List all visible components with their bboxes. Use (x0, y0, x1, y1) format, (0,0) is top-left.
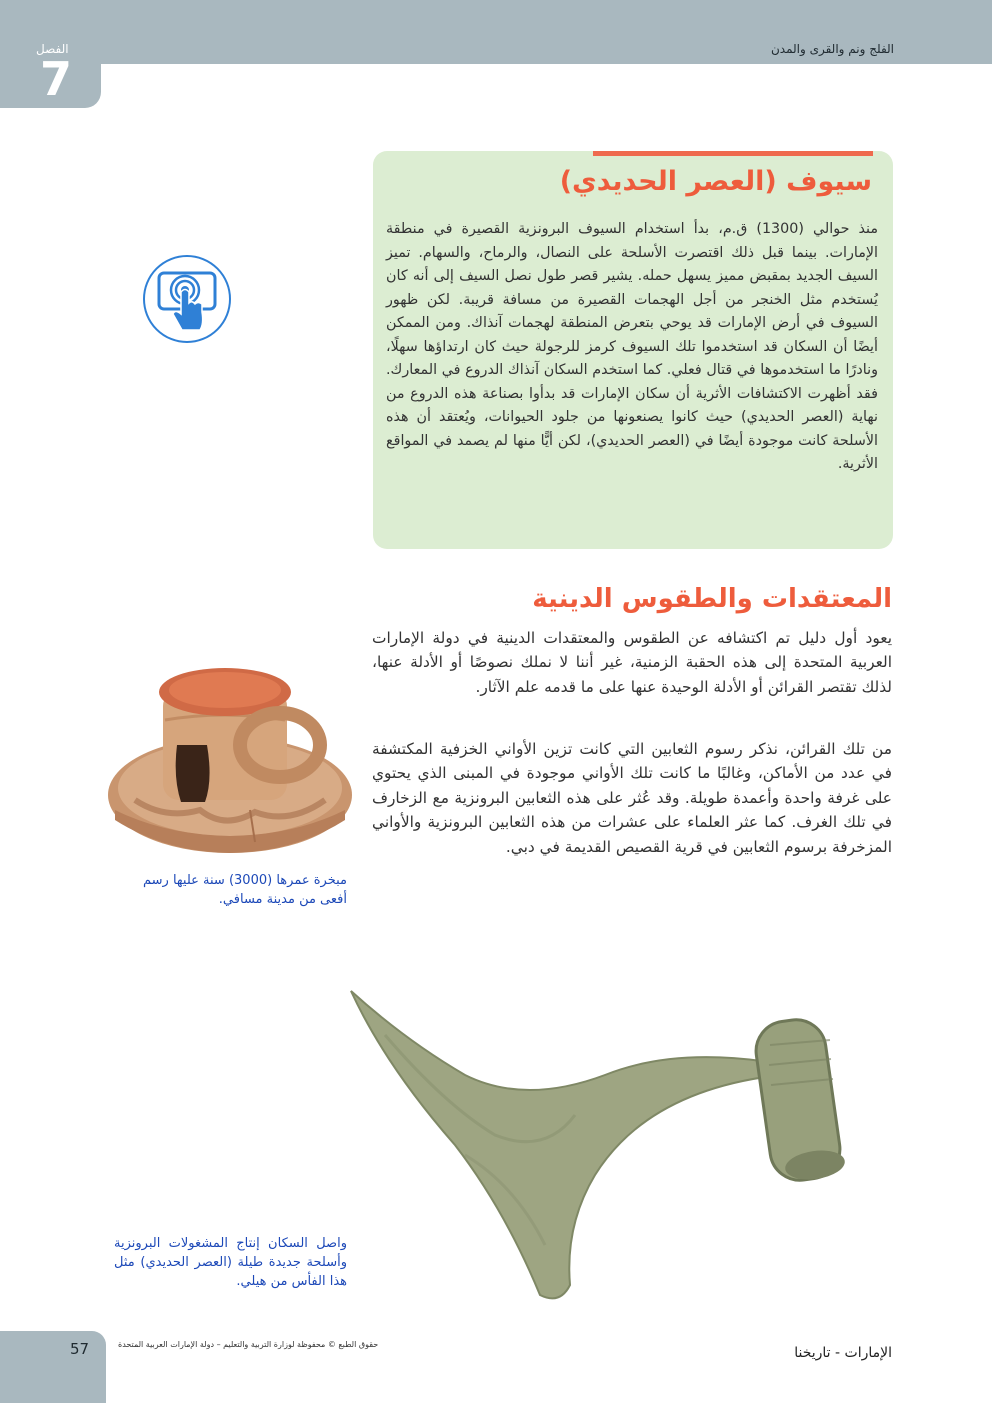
axe-caption: واصل السكان إنتاج المشغولات البرونزية وأسلحة جديدة طيلة (العصر الحديدي) مثل هذا الفأس من هيلي. (114, 1236, 347, 1289)
page-number: 57 (70, 1340, 90, 1358)
box-accent-bar (593, 151, 873, 156)
page-number-tab (0, 1331, 106, 1403)
bronze-axe-image (345, 985, 865, 1305)
copyright-notice: حقوق الطبع © محفوظة لوزارة التربية والتعليم – دولة الإمارات العربية المتحدة (118, 1340, 379, 1349)
touch-screen-icon[interactable] (142, 254, 232, 344)
incense-burner-image (105, 660, 355, 860)
chapter-number: 7 (40, 52, 73, 106)
chapter-label: الفصل (36, 42, 69, 56)
swords-text: منذ حوالي (1300) ق.م، بدأ استخدام السيوف البرونزية القصيرة في منطقة الإمارات. بينما قبل ذلك اقتصرت الأسلحة على النصال، والرماح، والسهام. تميز السيف الجديد بمقبض مميز يسهل حمله. يشير قصر طول نصل السيف إلى أنه كان يُستخدم مثل الخنجر من أجل الهجمات القصيرة من مسافة قريبة. لكن ظهور السيوف في أرض الإمارات قد يوحي بتعرض المنطقة لهجمات آنذاك. ومن الممكن أيضًا أن السكان قد استخدموا تلك السيوف كرمز للرجولة حيث كان ارتداؤها سهلًا، ونادرًا ما استخدموها في قتال فعلي. كما استخدم السكان آنذاك الدروع في المعارك. فقد أظهرت الاكتشافات الأثرية أن سكان الإمارات قد بدأوا بصناعة هذه الدروع من نهاية (العصر الحديدي) حيث كانوا يصنعونها من جلود الحيوانات، ويُعتقد أن هذه الأسلحة كانت موجودة أيضًا في (العصر الحديدي)، لكن أيًّا منها لم يصمد في المواقع الأثرية. (386, 221, 878, 472)
beliefs-paragraph-2: من تلك القرائن، نذكر رسوم الثعابين التي كانت تزين الأواني الخزفية المكتشفة في عدد من الأماكن، وغالبًا ما كانت تلك الأواني موجودة في المبنى الذي يحتوي على غرفة واحدة وأعمدة طويلة. وقد عُثر على هذه الثعابين البرونزية مع الزخارف في تلك الغرف. كما عثر العلماء على عشرات من هذه الثعابين البرونزية والأواني المزخرفة برسوم الثعابين في قرية القصيص القديمة في دبي. (372, 740, 892, 856)
beliefs-paragraph-1: يعود أول دليل تم اكتشافه عن الطقوس والمعتقدات الدينية في دولة الإمارات العربية المتحدة إلى هذه الحقبة الزمنية، غير أننا لا نملك نصوصًا أو الأدلة عنها، لذلك تقتصر القرائن أو الأدلة الوحيدة عنها على ما قدمه علم الآثار. (372, 629, 892, 696)
beliefs-title: المعتقدات والطقوس الدينية (532, 584, 892, 614)
chapter-topic: الفلج ونم والقرى والمدن (770, 42, 894, 56)
incense-caption: مبخرة عمرها (3000) سنة عليها رسم أفعى من مدينة مسافي. (143, 873, 347, 907)
swords-title: سيوف (العصر الحديدي) (559, 166, 872, 197)
book-title: الإمارات - تاريخنا (794, 1345, 892, 1361)
